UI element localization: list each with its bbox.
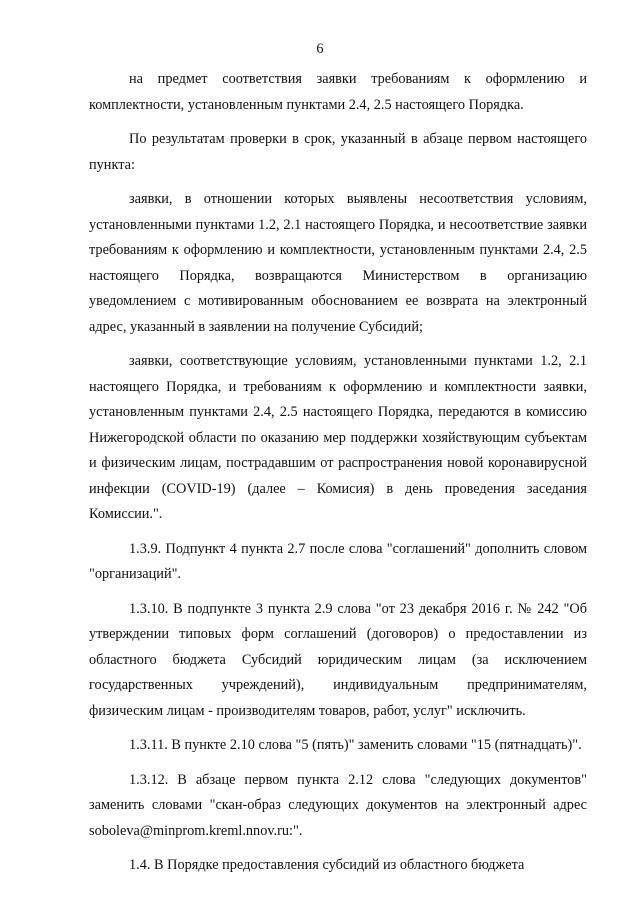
document-body [89, 67, 587, 879]
paragraph: 1.3.12. В абзаце первом пункта 2.12 слова "следующих документов" заменить словами "скан-образ следующих документов на электронный адрес soboleva@minprom.kreml.nnov.ru:". [89, 771, 587, 839]
paragraph: 1.3.11. В пункте 2.10 слова "5 (пять)" заменить словами "15 (пятнадцать)". [129, 737, 582, 753]
paragraph: 1.3.10. В подпункте 3 пункта 2.9 слова "от 23 декабря 2016 г. № 242 "Об утверждении типовых форм соглашений (договоров) о предоставлении из областного бюджета Субсидий юридическим лицам (за исключением государственных учреждений), индивидуальным предпринимателям, физическим лицам - производителям товаров, работ, услуг" исключить. [89, 600, 587, 719]
paragraph: заявки, соответствующие условиям, установленными пунктами 1.2, 2.1 настоящего Порядка, и требованиям к оформлению и комплектности заявки, установленным пунктами 2.4, 2.5 настоящего Порядка, передаются в комиссию Нижегородской области по оказанию мер поддержки хозяйствующим субъектам и физическим лицам, пострадавшим от распространения новой коронавирусной инфекции (COVID-19) (далее – Комисия) в день проведения заседания Комиссии.". [89, 353, 587, 522]
paragraph: По результатам проверки в срок, указанный в абзаце первом настоящего пункта: [89, 131, 587, 173]
page-number: 6 [316, 41, 324, 57]
paragraph: 1.4. В Порядке предоставления субсидий из областного бюджета [129, 857, 525, 873]
paragraph: заявки, в отношении которых выявлены несоответствия условиям, установленными пунктами 1.2, 2.1 настоящего Порядка, и несоответствие заявки требованиям к оформлению и комплектности, установленным пунктами 2.4, 2.5 настоящего Порядка, возвращаются Министерством в организацию уведомлением с мотивированным обоснованием ее возврата на электронный адрес, указанный в заявлении на получение Субсидий; [89, 191, 587, 335]
paragraph: на предмет соответствия заявки требованиям к оформлению и комплектности, установленным пунктами 2.4, 2.5 настоящего Порядка. [89, 71, 587, 113]
paragraph: 1.3.9. Подпункт 4 пункта 2.7 после слова "соглашений" дополнить словом "организаций". [89, 540, 587, 582]
